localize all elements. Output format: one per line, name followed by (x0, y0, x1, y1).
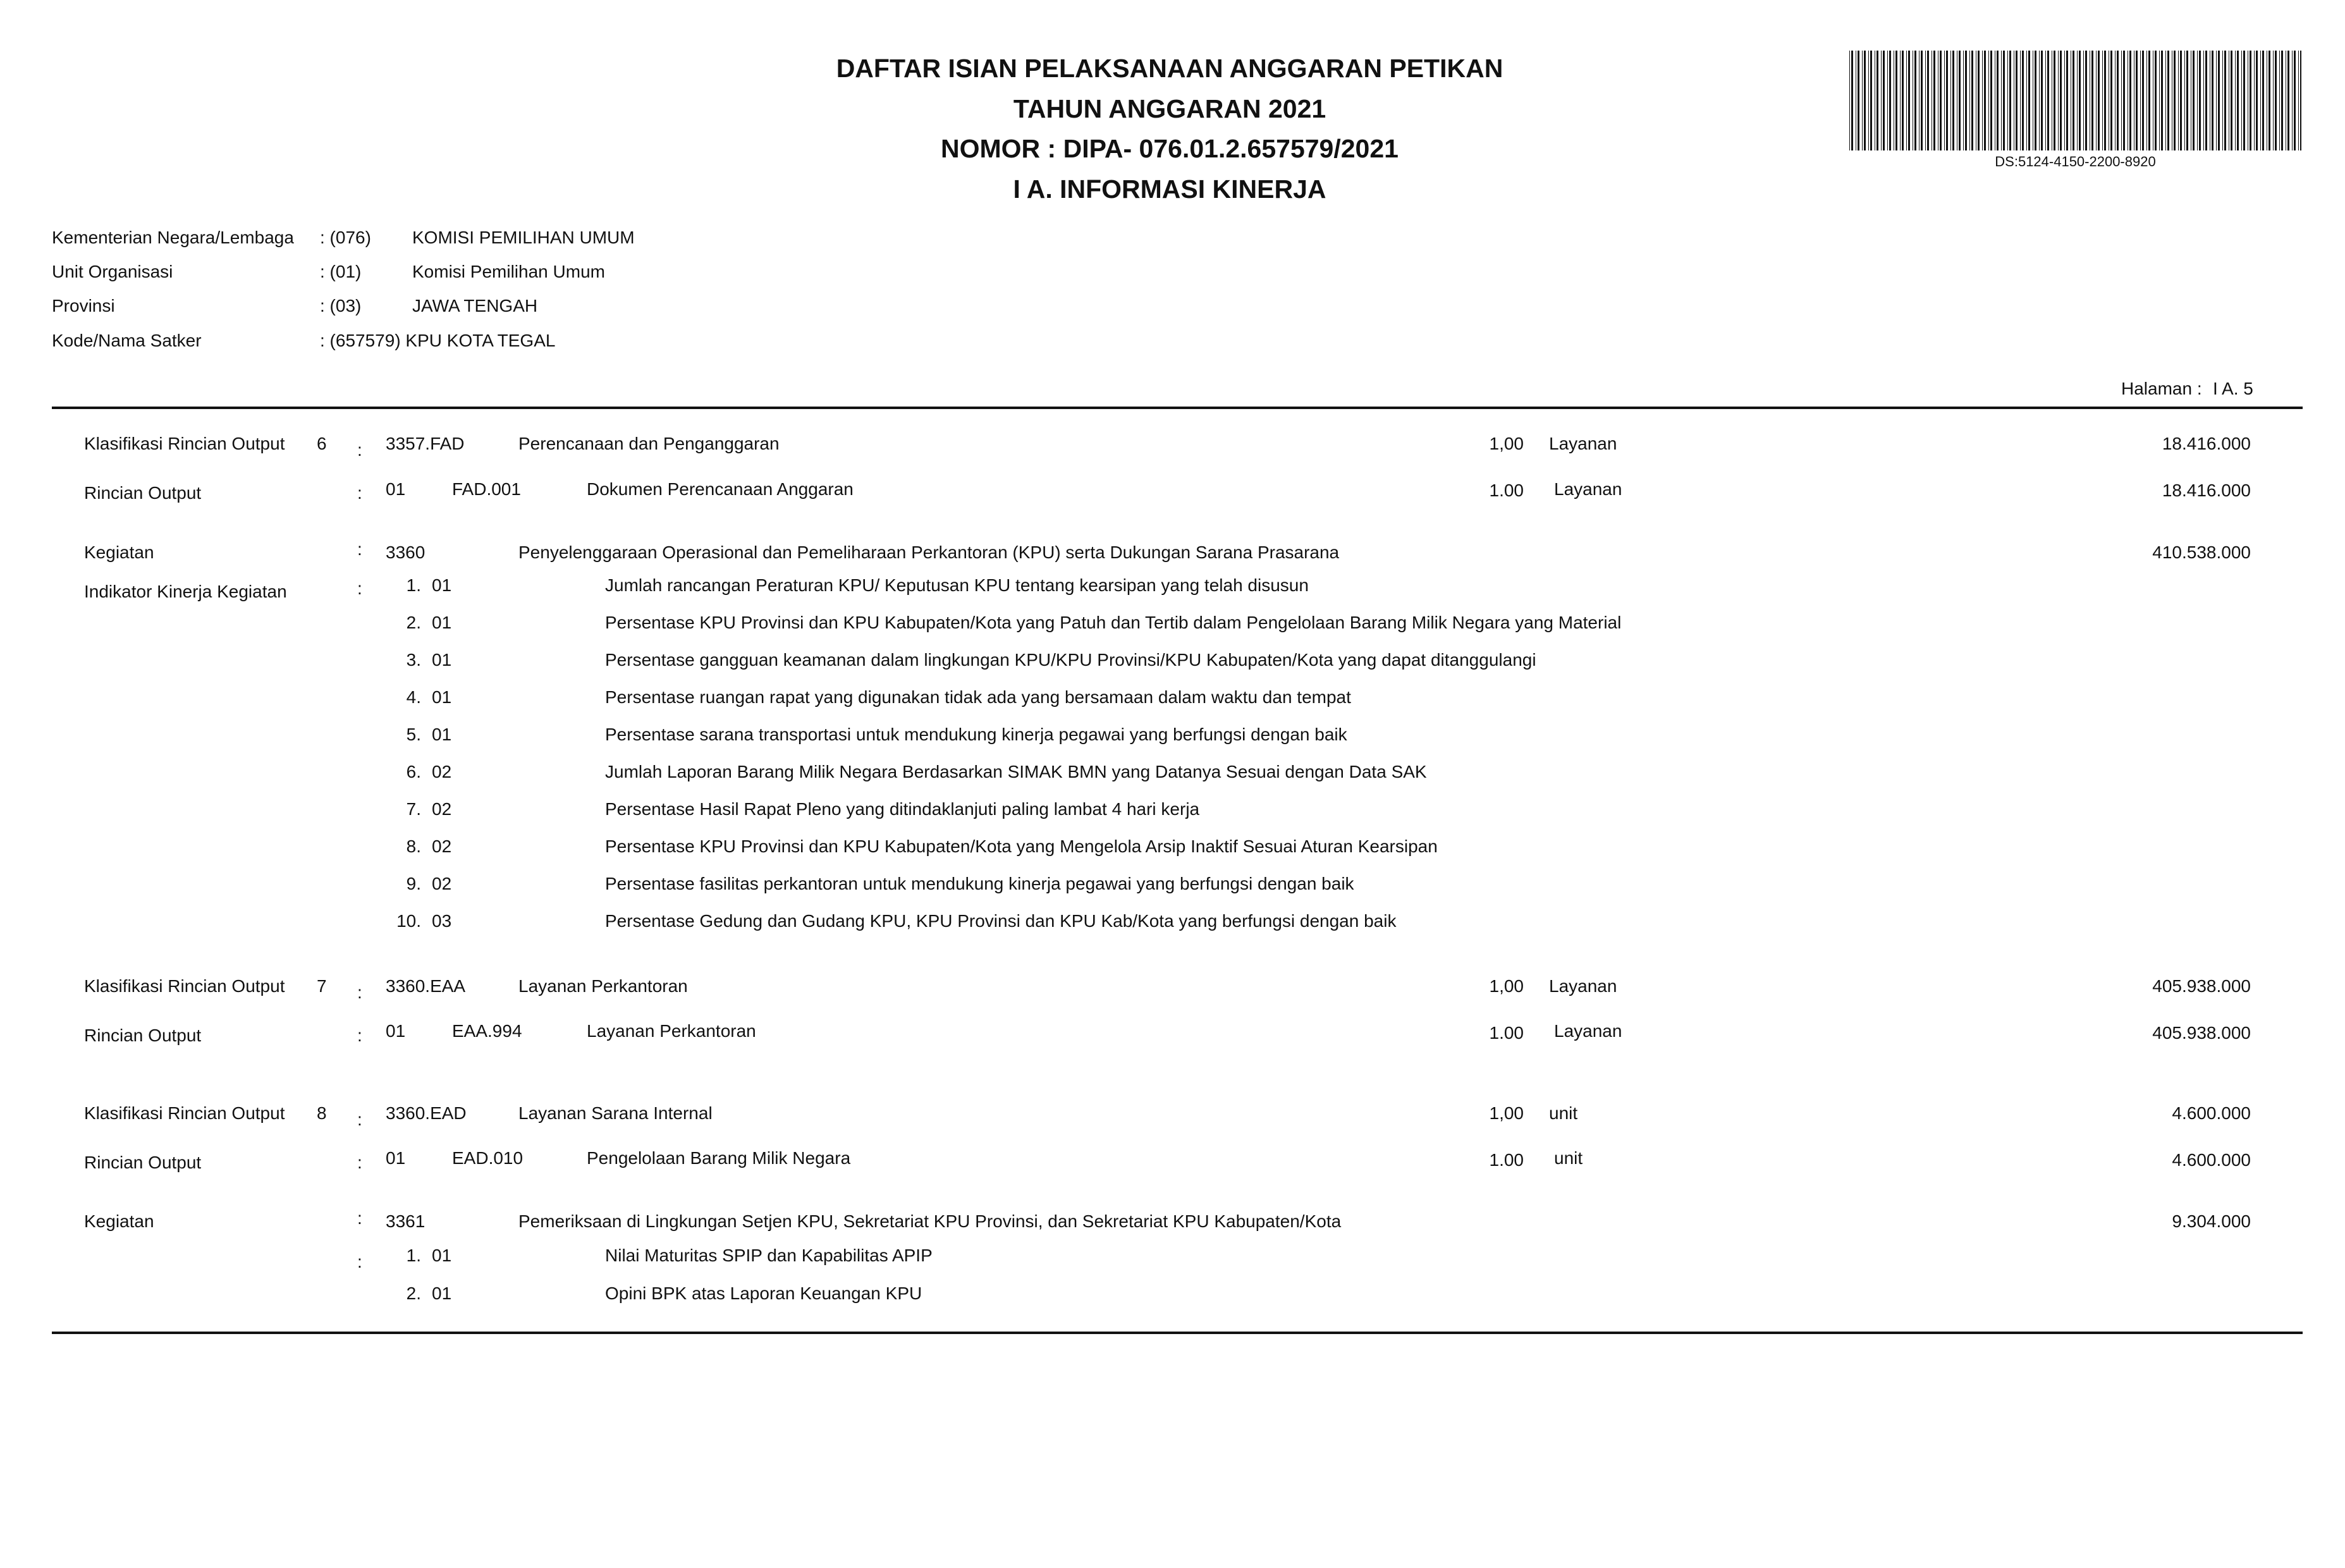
ro-volume: 1.00 (1489, 1023, 1524, 1043)
barcode-bar (2205, 51, 2207, 150)
barcode-bar (2110, 51, 2112, 150)
kegiatan-amount: 9.304.000 (2172, 1211, 2251, 1231)
barcode-bar (1887, 51, 1888, 150)
barcode-bar (2243, 51, 2245, 150)
kegiatan-colon: : (357, 1208, 362, 1228)
barcode-bar (1963, 51, 1964, 150)
barcode-bar (2104, 51, 2106, 150)
barcode-bar (1868, 51, 1869, 150)
barcode-bar (2167, 51, 2169, 150)
indikator-code: 02 (432, 836, 452, 856)
ro-code: EAA.994 (452, 1021, 522, 1041)
indikator-number: 1. (406, 1246, 421, 1265)
barcode (1849, 51, 2301, 150)
ro-amount: 18.416.000 (2162, 481, 2251, 500)
ro-amount: 4.600.000 (2172, 1150, 2251, 1170)
indikator-code: 01 (432, 687, 452, 707)
indikator-number: 9. (406, 874, 421, 893)
kro-amount: 4.600.000 (2172, 1103, 2251, 1123)
barcode-bar (2020, 51, 2021, 150)
indikator-code: 01 (432, 650, 452, 670)
barcode-bar (1895, 51, 1897, 150)
kro-amount: 18.416.000 (2162, 434, 2251, 453)
barcode-bar (2003, 51, 2005, 150)
barcode-bar (1984, 51, 1986, 150)
barcode-bar (2058, 51, 2059, 150)
barcode-bar (2140, 51, 2141, 150)
barcode-bar (1883, 51, 1885, 150)
barcode-bar (2016, 51, 2017, 150)
kegiatan-description: Penyelenggaraan Operasional dan Pemeliharaan Perkantoran (KPU) serta Dukungan Sarana Prasarana (518, 542, 1340, 562)
barcode-bar (2300, 51, 2301, 150)
indikator-text: Persentase ruangan rapat yang digunakan tidak ada yang bersamaan dalam waktu dan tempat (605, 687, 1351, 707)
kegiatan-colon: : (357, 539, 362, 559)
barcode-bar (2054, 51, 2055, 150)
dipa-number-title: NOMOR : DIPA- 076.01.2.657579/2021 (941, 134, 1399, 163)
barcode-bar (1877, 51, 1878, 150)
indikator-code: 01 (432, 575, 452, 595)
kro-code: 3357.FAD (386, 434, 465, 453)
barcode-bar (2123, 51, 2125, 150)
indikator-code: 03 (432, 911, 452, 931)
barcode-bar (2212, 51, 2213, 150)
kegiatan-code: 3361 (386, 1211, 426, 1231)
barcode-bar (2193, 51, 2195, 150)
barcode-bar (1889, 51, 1891, 150)
kro-label: Klasifikasi Rincian Output (84, 434, 285, 453)
barcode-bar (1908, 51, 1910, 150)
barcode-bar (2045, 51, 2046, 150)
barcode-bar (2047, 51, 2049, 150)
indikator-number: 10. (396, 911, 421, 931)
barcode-bar (2184, 51, 2185, 150)
barcode-bar (2262, 51, 2264, 150)
page-number: I A. 5 (2213, 379, 2253, 398)
barcode-bar (2102, 51, 2103, 150)
ro-colon: : (357, 483, 362, 503)
ro-volume: 1.00 (1489, 1150, 1524, 1170)
kro-description: Perencanaan dan Penganggaran (518, 434, 780, 453)
kro-volume: 1,00 (1489, 976, 1524, 996)
ro-volume: 1.00 (1489, 481, 1524, 500)
barcode-bar (2292, 51, 2293, 150)
barcode-bar (2216, 51, 2217, 150)
barcode-bar (2091, 51, 2093, 150)
barcode-bar (2254, 51, 2255, 150)
barcode-bar (2159, 51, 2160, 150)
barcode-bar (1997, 51, 1999, 150)
barcode-bar (2026, 51, 2027, 150)
barcode-bar (1990, 51, 1992, 150)
ro-unit: Layanan (1554, 1021, 1622, 1041)
indikator-code: 01 (432, 725, 452, 744)
barcode-bar (2083, 51, 2084, 150)
barcode-bar (1959, 51, 1961, 150)
document-title: DAFTAR ISIAN PELAKSANAAN ANGGARAN PETIKAN (836, 54, 1503, 83)
barcode-bar (2035, 51, 2036, 150)
barcode-bar (2250, 51, 2251, 150)
barcode-bar (1946, 51, 1948, 150)
barcode-bar (2241, 51, 2242, 150)
barcode-bar (1971, 51, 1973, 150)
barcode-bar (2001, 51, 2002, 150)
indikator-text: Persentase Hasil Rapat Pleno yang ditindaklanjuti paling lambat 4 hari kerja (605, 799, 1200, 819)
indikator-text: Jumlah Laporan Barang Milik Negara Berdasarkan SIMAK BMN yang Datanya Sesuai dengan Data SAK (605, 762, 1427, 781)
barcode-bar (1940, 51, 1942, 150)
barcode-bar (2218, 51, 2220, 150)
kro-colon: : (357, 1110, 362, 1129)
fiscal-year-title: TAHUN ANGGARAN 2021 (1013, 94, 1326, 123)
top-divider (52, 407, 2303, 409)
barcode-bar (2294, 51, 2296, 150)
barcode-bar (2178, 51, 2179, 150)
kro-code: 3360.EAA (386, 976, 466, 996)
barcode-bar (1988, 51, 1989, 150)
bottom-divider (52, 1332, 2303, 1334)
indikator-code: 02 (432, 799, 452, 819)
indikator-text: Persentase sarana transportasi untuk mendukung kinerja pegawai yang berfungsi dengan baik (605, 725, 1347, 744)
barcode-bar (2142, 51, 2144, 150)
kegiatan-label: Kegiatan (84, 542, 154, 562)
barcode-bar (2186, 51, 2188, 150)
barcode-caption: DS:5124-4150-2200-8920 (1995, 154, 2156, 169)
ministry-label: Kementerian Negara/Lembaga (52, 228, 294, 247)
unit-code: : (01) (320, 262, 362, 281)
kro-code: 3360.EAD (386, 1103, 467, 1123)
indikator-label: Indikator Kinerja Kegiatan (84, 582, 287, 601)
barcode-bar (1978, 51, 1980, 150)
province-value: JAWA TENGAH (412, 296, 538, 315)
barcode-bar (2146, 51, 2147, 150)
ro-unit: unit (1554, 1148, 1583, 1168)
barcode-bar (1965, 51, 1967, 150)
barcode-bar (1864, 51, 1866, 150)
barcode-bar (2224, 51, 2226, 150)
unit-label: Unit Organisasi (52, 262, 173, 281)
page-label: Halaman : (2121, 379, 2202, 398)
indikator-colon: : (357, 1252, 362, 1271)
barcode-bar (2287, 51, 2289, 150)
barcode-bar (2268, 51, 2270, 150)
ro-description: Pengelolaan Barang Milik Negara (587, 1148, 851, 1168)
barcode-bar (2085, 51, 2087, 150)
indikator-number: 8. (406, 836, 421, 856)
ro-amount: 405.938.000 (2152, 1023, 2251, 1043)
barcode-bar (1921, 51, 1923, 150)
barcode-bar (1870, 51, 1872, 150)
ro-label: Rincian Output (84, 1026, 202, 1045)
barcode-bar (2064, 51, 2065, 150)
barcode-bar (2098, 51, 2100, 150)
barcode-bar (2197, 51, 2198, 150)
barcode-bar (2117, 51, 2119, 150)
barcode-bar (2298, 51, 2299, 150)
section-title: I A. INFORMASI KINERJA (1013, 175, 1326, 204)
kro-description: Layanan Sarana Internal (518, 1103, 713, 1123)
barcode-bar (2066, 51, 2068, 150)
barcode-bar (2237, 51, 2239, 150)
kegiatan-description: Pemeriksaan di Lingkungan Setjen KPU, Sekretariat KPU Provinsi, dan Sekretariat KPU Kabupaten/Kota (518, 1211, 1342, 1231)
kro-description: Layanan Perkantoran (518, 976, 688, 996)
barcode-bar (2235, 51, 2236, 150)
ro-number: 01 (386, 479, 406, 499)
indikator-text: Jumlah rancangan Peraturan KPU/ Keputusan KPU tentang kearsipan yang telah disusun (605, 575, 1309, 595)
barcode-bar (2073, 51, 2074, 150)
kro-number: 7 (317, 976, 327, 996)
barcode-bar (2028, 51, 2030, 150)
ro-code: FAD.001 (452, 479, 521, 499)
unit-value: Komisi Pemilihan Umum (412, 262, 605, 281)
ro-description: Layanan Perkantoran (587, 1021, 756, 1041)
indikator-text: Persentase fasilitas perkantoran untuk mendukung kinerja pegawai yang berfungsi dengan baik (605, 874, 1354, 893)
indikator-text: Persentase gangguan keamanan dalam lingkungan KPU/KPU Provinsi/KPU Kabupaten/Kota yang dapat ditanggulangi (605, 650, 1536, 670)
ro-colon: : (357, 1153, 362, 1172)
barcode-bar (2009, 51, 2011, 150)
ro-number: 01 (386, 1021, 406, 1041)
kro-colon: : (357, 440, 362, 460)
kro-number: 8 (317, 1103, 327, 1123)
barcode-bar (2039, 51, 2040, 150)
kro-unit: Layanan (1549, 434, 1617, 453)
kro-unit: Layanan (1549, 976, 1617, 996)
indikator-text: Persentase KPU Provinsi dan KPU Kabupaten/Kota yang Patuh dan Tertib dalam Pengelolaan Barang Milik Negara yang Material (605, 613, 1622, 632)
indikator-number: 5. (406, 725, 421, 744)
barcode-bar (1858, 51, 1859, 150)
barcode-bar (2165, 51, 2166, 150)
ro-number: 01 (386, 1148, 406, 1168)
kro-volume: 1,00 (1489, 1103, 1524, 1123)
barcode-bar (1881, 51, 1882, 150)
kegiatan-amount: 410.538.000 (2152, 542, 2251, 562)
indikator-text: Opini BPK atas Laporan Keuangan KPU (605, 1283, 922, 1303)
barcode-bar (1982, 51, 1983, 150)
indikator-number: 1. (406, 575, 421, 595)
indikator-number: 7. (406, 799, 421, 819)
barcode-bar (2199, 51, 2201, 150)
ro-code: EAD.010 (452, 1148, 523, 1168)
barcode-bar (1933, 51, 1935, 150)
indikator-code: 01 (432, 1283, 452, 1303)
kegiatan-label: Kegiatan (84, 1211, 154, 1231)
kro-label: Klasifikasi Rincian Output (84, 976, 285, 996)
barcode-bar (2203, 51, 2204, 150)
barcode-bar (2256, 51, 2258, 150)
province-code: : (03) (320, 296, 362, 315)
indikator-number: 6. (406, 762, 421, 781)
kro-amount: 405.938.000 (2152, 976, 2251, 996)
barcode-bar (2079, 51, 2081, 150)
indikator-code: 02 (432, 762, 452, 781)
barcode-bar (2041, 51, 2043, 150)
satker-value: : (657579) KPU KOTA TEGAL (320, 331, 556, 350)
barcode-bar (2077, 51, 2078, 150)
barcode-bar (2279, 51, 2280, 150)
barcode-bar (1862, 51, 1863, 150)
barcode-bar (1902, 51, 1904, 150)
barcode-bar (2273, 51, 2274, 150)
indikator-number: 2. (406, 1283, 421, 1303)
barcode-bar (1849, 51, 1850, 150)
ministry-value: KOMISI PEMILIHAN UMUM (412, 228, 635, 247)
indikator-text: Persentase KPU Provinsi dan KPU Kabupaten/Kota yang Mengelola Arsip Inaktif Sesuai Aturan Kearsipan (605, 836, 1438, 856)
ro-label: Rincian Output (84, 1153, 202, 1172)
indikator-text: Nilai Maturitas SPIP dan Kapabilitas APIP (605, 1246, 933, 1265)
kegiatan-code: 3360 (386, 542, 426, 562)
indikator-code: 01 (432, 1246, 452, 1265)
province-label: Provinsi (52, 296, 115, 315)
barcode-bar (1944, 51, 1945, 150)
barcode-bar (1952, 51, 1954, 150)
barcode-bar (2275, 51, 2277, 150)
ro-unit: Layanan (1554, 479, 1622, 499)
indikator-number: 3. (406, 650, 421, 670)
barcode-bar (2136, 51, 2138, 150)
barcode-bar (2180, 51, 2182, 150)
kro-volume: 1,00 (1489, 434, 1524, 453)
barcode-bar (1914, 51, 1916, 150)
barcode-bar (2096, 51, 2097, 150)
barcode-bar (1950, 51, 1951, 150)
ro-description: Dokumen Perencanaan Anggaran (587, 479, 854, 499)
barcode-bar (2231, 51, 2232, 150)
satker-label: Kode/Nama Satker (52, 331, 202, 350)
barcode-bar (1851, 51, 1853, 150)
ro-label: Rincian Output (84, 483, 202, 503)
barcode-bar (2007, 51, 2008, 150)
kro-unit: unit (1549, 1103, 1578, 1123)
barcode-bar (2161, 51, 2163, 150)
indikator-number: 4. (406, 687, 421, 707)
indikator-text: Persentase Gedung dan Gudang KPU, KPU Provinsi dan KPU Kab/Kota yang berfungsi dengan baik (605, 911, 1397, 931)
barcode-bar (1925, 51, 1926, 150)
ro-colon: : (357, 1026, 362, 1045)
barcode-bar (2129, 51, 2131, 150)
barcode-bar (2060, 51, 2062, 150)
barcode-bar (2121, 51, 2122, 150)
barcode-bar (1900, 51, 1901, 150)
kro-colon: : (357, 983, 362, 1002)
barcode-bar (2148, 51, 2150, 150)
ministry-code: : (076) (320, 228, 371, 247)
barcode-bar (2174, 51, 2176, 150)
barcode-bar (1927, 51, 1929, 150)
barcode-bar (2155, 51, 2157, 150)
indikator-number: 2. (406, 613, 421, 632)
barcode-bar (1969, 51, 1970, 150)
barcode-bar (1906, 51, 1907, 150)
barcode-bar (2281, 51, 2283, 150)
indikator-code: 02 (432, 874, 452, 893)
kro-label: Klasifikasi Rincian Output (84, 1103, 285, 1123)
kro-number: 6 (317, 434, 327, 453)
barcode-bar (2260, 51, 2261, 150)
indikator-code: 01 (432, 613, 452, 632)
indikator-colon: : (357, 579, 362, 598)
barcode-bar (2022, 51, 2024, 150)
barcode-bar (2222, 51, 2223, 150)
